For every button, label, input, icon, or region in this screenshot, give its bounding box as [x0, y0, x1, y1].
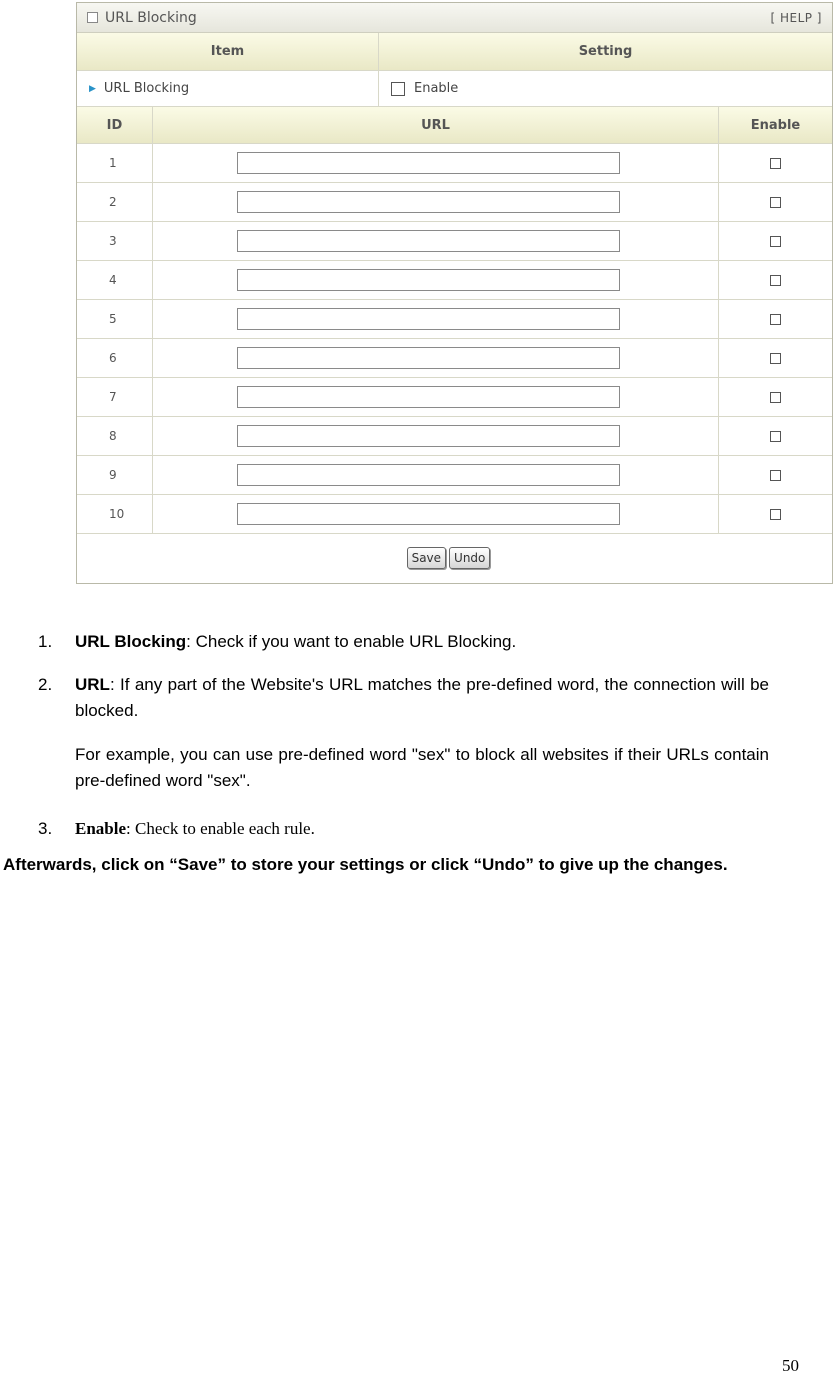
- rule-enable-checkbox[interactable]: [770, 353, 781, 364]
- rule-enable-checkbox[interactable]: [770, 470, 781, 481]
- list-number: 1.: [38, 632, 53, 651]
- url-blocking-label: URL Blocking: [103, 81, 190, 96]
- afterwards-paragraph: Afterwards, click on “Save” to store your settings or click “Undo” to give up the changes.: [3, 855, 728, 874]
- col-id: ID: [77, 107, 153, 143]
- url-input[interactable]: [237, 386, 620, 408]
- rule-id: 7: [77, 378, 153, 416]
- rule-enable-checkbox[interactable]: [770, 197, 781, 208]
- rule-enable-checkbox[interactable]: [770, 236, 781, 247]
- rule-id: 4: [77, 261, 153, 299]
- table-row: [77, 417, 832, 456]
- url-input[interactable]: [237, 230, 620, 252]
- table-row: [77, 339, 832, 378]
- rule-id: 6: [77, 339, 153, 377]
- rule-id: 2: [77, 183, 153, 221]
- term-url: URL: [75, 675, 110, 694]
- help-link[interactable]: [ HELP ]: [770, 10, 822, 25]
- table-row: [77, 456, 832, 495]
- undo-button[interactable]: Undo: [449, 547, 490, 569]
- table-row: [77, 378, 832, 417]
- item3-text: : Check to enable each rule.: [126, 819, 315, 838]
- rule-id: 1: [77, 144, 153, 182]
- rule-id: 8: [77, 417, 153, 455]
- table-row: [77, 495, 832, 534]
- header-setting: Setting: [578, 44, 633, 59]
- col-enable: Enable: [750, 117, 801, 133]
- rule-enable-checkbox[interactable]: [770, 392, 781, 403]
- term-enable: Enable: [75, 819, 127, 838]
- table-row: [77, 144, 832, 183]
- panel-title: URL Blocking: [105, 9, 197, 26]
- rule-id: 10: [77, 495, 153, 533]
- table-row: [77, 183, 832, 222]
- rule-id: 9: [77, 456, 153, 494]
- window-icon: [87, 12, 98, 23]
- rule-enable-checkbox[interactable]: [770, 509, 781, 520]
- header-item: Item: [77, 33, 379, 70]
- rules-header-row: [77, 107, 832, 144]
- panel-title-bar: [77, 3, 832, 33]
- arrow-right-icon: ▶: [89, 83, 96, 94]
- rule-enable-checkbox[interactable]: [770, 314, 781, 325]
- url-blocking-row: [77, 71, 832, 107]
- list-number: 2.: [38, 675, 53, 694]
- url-input[interactable]: [237, 152, 620, 174]
- rules-table: [77, 144, 832, 534]
- rule-enable-checkbox[interactable]: [770, 275, 781, 286]
- url-input[interactable]: [237, 503, 620, 525]
- table-row: [77, 261, 832, 300]
- enable-label: Enable: [414, 81, 459, 96]
- url-input[interactable]: [237, 269, 620, 291]
- url-input[interactable]: [237, 308, 620, 330]
- page-number: 50: [782, 1356, 799, 1375]
- url-input[interactable]: [237, 425, 620, 447]
- item2-text: : If any part of the Website's URL matches the pre-defined word, the connection will be blocked.: [75, 675, 769, 720]
- settings-header-row: [77, 33, 832, 71]
- url-blocking-enable-checkbox[interactable]: [391, 82, 405, 96]
- url-blocking-panel: [76, 2, 833, 584]
- button-bar: [77, 534, 832, 581]
- url-input[interactable]: [237, 347, 620, 369]
- table-row: [77, 300, 832, 339]
- list-number: 3.: [38, 819, 53, 838]
- col-url: URL: [153, 107, 719, 143]
- item1-text: : Check if you want to enable URL Blocking.: [186, 632, 517, 651]
- save-button[interactable]: Save: [407, 547, 446, 569]
- table-row: [77, 222, 832, 261]
- term-url-blocking: URL Blocking: [75, 632, 187, 651]
- rule-enable-checkbox[interactable]: [770, 158, 781, 169]
- url-input[interactable]: [237, 464, 620, 486]
- rule-enable-checkbox[interactable]: [770, 431, 781, 442]
- rule-id: 3: [77, 222, 153, 260]
- rule-id: 5: [77, 300, 153, 338]
- url-input[interactable]: [237, 191, 620, 213]
- item2-example: For example, you can use pre-defined word "sex" to block all websites if their URLs contain pre-defined word "sex".: [75, 745, 769, 790]
